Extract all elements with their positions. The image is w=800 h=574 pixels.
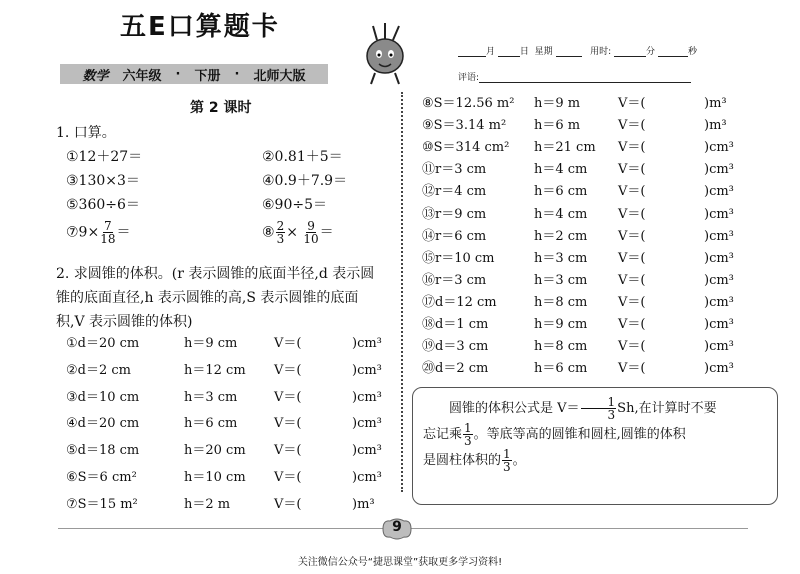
- row-given: ②d＝2 cm: [66, 362, 131, 378]
- volume-problem-row: [422, 227, 782, 247]
- arith-item: ⑤360÷6＝: [66, 197, 140, 213]
- row-v: V＝(: [618, 272, 646, 288]
- formula-tip-box: 圆锥的体积公式是 V＝ $\frac{1}{3}$ Sh,在计算时不要 忘记乘 $\frac{1}{3}$ 。等底等高的圆锥和圆柱,圆锥的体积 是圆柱体积的 $\frac{1}{3}$ 。: [412, 387, 778, 505]
- row-unit: )cm³: [704, 317, 734, 332]
- row-h: h＝8 cm: [534, 294, 588, 310]
- row-h: h＝20 cm: [184, 443, 246, 459]
- row-unit: )cm³: [704, 250, 734, 266]
- volume-problem-row: [66, 468, 426, 488]
- row-given: ⑲d＝3 cm: [422, 339, 489, 355]
- row-h: h＝6 cm: [534, 184, 588, 200]
- volume-problem-row: [422, 116, 782, 136]
- arith-item: ②0.81＋5＝: [262, 149, 343, 165]
- row-given: ⑮r＝10 cm: [422, 250, 495, 266]
- grade-label: 六年级: [122, 68, 162, 84]
- brand-title: 五E口算题卡: [120, 12, 280, 42]
- arith-item: ①12＋27＝: [66, 149, 143, 165]
- row-h: h＝9 cm: [184, 336, 238, 351]
- volume-problem-row: [422, 94, 782, 114]
- volume-problem-row: [422, 182, 782, 202]
- row-h: h＝9 m: [534, 96, 581, 111]
- volume-problem-row: [66, 441, 426, 461]
- row-h: h＝8 cm: [534, 339, 588, 355]
- row-given: ⑱d＝1 cm: [422, 317, 489, 332]
- row-h: h＝4 cm: [534, 162, 588, 178]
- row-unit: )cm³: [704, 339, 734, 355]
- volume-problem-row: [422, 249, 782, 269]
- row-v: V＝(: [274, 470, 302, 485]
- volume-problem-row: [422, 337, 782, 357]
- row-given: ⑪r＝3 cm: [422, 162, 487, 178]
- row-unit: )m³: [352, 496, 375, 512]
- row-unit: )m³: [704, 96, 727, 111]
- arith-item: ③130×3＝: [66, 173, 140, 189]
- row-v: V＝(: [274, 362, 302, 378]
- row-v: V＝(: [274, 336, 302, 351]
- volume-problem-row: [422, 138, 782, 158]
- row-unit: )cm³: [352, 336, 382, 351]
- row-v: V＝(: [618, 339, 646, 355]
- volume-problem-row: [66, 414, 426, 434]
- row-given: ⑳d＝2 cm: [422, 361, 489, 377]
- q2-title: 2. 求圆锥的体积。(r 表示圆锥的底面半径,d 表示圆 锥的底面直径,h 表示圆锥的高,S 表示圆锥的底面 积,V 表示圆锥的体积): [56, 266, 375, 330]
- row-h: h＝6 m: [534, 118, 581, 134]
- row-given: ⑨S＝3.14 m²: [422, 118, 507, 134]
- row-unit: )cm³: [352, 470, 382, 485]
- row-h: h＝6 cm: [184, 416, 238, 432]
- fraction: $\frac{1}{3}$: [581, 396, 617, 421]
- row-h: h＝3 cm: [184, 389, 238, 405]
- row-h: h＝4 cm: [534, 206, 588, 222]
- row-given: ⑥S＝6 cm²: [66, 470, 137, 485]
- row-h: h＝21 cm: [534, 140, 596, 156]
- volume-problem-row: [422, 293, 782, 313]
- fraction: $\frac{1}{3}$: [503, 447, 511, 474]
- row-unit: )cm³: [352, 416, 382, 432]
- row-given: ⑯r＝3 cm: [422, 272, 487, 288]
- arith-item: ⑧ $\frac{2}{3}$ × $\frac{9}{10}$ ＝: [262, 219, 334, 246]
- lesson-title: 第 2 课时: [190, 100, 252, 116]
- row-unit: )cm³: [352, 389, 382, 405]
- fraction: $\frac{7}{18}$: [100, 219, 116, 246]
- row-given: ①d＝20 cm: [66, 336, 140, 351]
- row-v: V＝(: [618, 361, 646, 377]
- term-label: 下册: [194, 68, 221, 84]
- row-v: V＝(: [618, 140, 646, 156]
- row-given: ⑫r＝4 cm: [422, 184, 487, 200]
- mascot-icon: [355, 18, 415, 88]
- row-given: ⑧S＝12.56 m²: [422, 96, 515, 111]
- row-unit: )cm³: [704, 361, 734, 377]
- volume-problem-row: [66, 334, 426, 354]
- row-unit: )cm³: [352, 443, 382, 459]
- q1-title: 1. 口算。: [56, 125, 116, 141]
- volume-problem-row: [422, 205, 782, 225]
- row-v: V＝(: [618, 206, 646, 222]
- row-v: V＝(: [618, 250, 646, 266]
- row-h: h＝6 cm: [534, 361, 588, 377]
- row-unit: )cm³: [704, 272, 734, 288]
- row-v: V＝(: [618, 162, 646, 178]
- row-given: ③d＝10 cm: [66, 389, 140, 405]
- row-unit: )cm³: [704, 162, 734, 178]
- row-v: V＝(: [618, 317, 646, 332]
- volume-problem-row: [66, 388, 426, 408]
- row-given: ⑬r＝9 cm: [422, 206, 487, 222]
- row-v: V＝(: [618, 184, 646, 200]
- arith-item: ⑥90÷5＝: [262, 197, 328, 213]
- arith-item: ⑦9× $\frac{7}{18}$ ＝: [66, 219, 131, 246]
- volume-problem-row: [66, 361, 426, 381]
- row-v: V＝(: [618, 118, 646, 134]
- row-v: V＝(: [618, 96, 646, 111]
- row-h: h＝12 cm: [184, 362, 246, 378]
- fraction: $\frac{2}{3}$: [276, 219, 285, 246]
- edition-label: 北师大版: [253, 68, 306, 84]
- row-h: h＝10 cm: [184, 470, 246, 485]
- row-h: h＝9 cm: [534, 317, 588, 332]
- footer-note: 关注微信公众号“捷思课堂”获取更多学习资料!: [297, 557, 503, 568]
- subject-label: 数学: [82, 68, 109, 84]
- row-given: ⑤d＝18 cm: [66, 443, 140, 459]
- row-h: h＝2 cm: [534, 228, 588, 244]
- volume-problem-row: [422, 160, 782, 180]
- fraction: $\frac{9}{10}$: [303, 219, 319, 246]
- fraction: $\frac{1}{3}$: [464, 421, 472, 448]
- row-unit: )cm³: [704, 206, 734, 222]
- volume-problem-row: [422, 271, 782, 291]
- arith-item: ④0.9＋7.9＝: [262, 173, 348, 189]
- row-unit: )cm³: [352, 362, 382, 378]
- row-v: V＝(: [274, 389, 302, 405]
- row-unit: )cm³: [704, 294, 734, 310]
- row-given: ⑩S＝314 cm²: [422, 140, 510, 156]
- row-h: h＝2 m: [184, 496, 231, 512]
- volume-problem-row: [66, 495, 426, 515]
- row-given: ⑦S＝15 m²: [66, 496, 138, 512]
- row-h: h＝3 cm: [534, 272, 588, 288]
- volume-problem-row: [422, 359, 782, 379]
- row-h: h＝3 cm: [534, 250, 588, 266]
- row-unit: )cm³: [704, 140, 734, 156]
- row-given: ⑰d＝12 cm: [422, 294, 497, 310]
- volume-problem-row: [422, 315, 782, 335]
- date-bar: 月 日 星期 用时: 分 秒: [458, 44, 697, 57]
- page-number: 9: [392, 519, 402, 535]
- row-unit: )m³: [704, 118, 727, 134]
- row-v: V＝(: [274, 443, 302, 459]
- row-v: V＝(: [618, 294, 646, 310]
- row-v: V＝(: [274, 496, 302, 512]
- row-v: V＝(: [274, 416, 302, 432]
- row-given: ④d＝20 cm: [66, 416, 140, 432]
- comment-line: 评语:: [458, 70, 691, 83]
- row-given: ⑭r＝6 cm: [422, 228, 487, 244]
- row-v: V＝(: [618, 228, 646, 244]
- subject-bar: 数学 六年级 · 下册 · 北师大版: [60, 64, 328, 84]
- row-unit: )cm³: [704, 228, 734, 244]
- row-unit: )cm³: [704, 184, 734, 200]
